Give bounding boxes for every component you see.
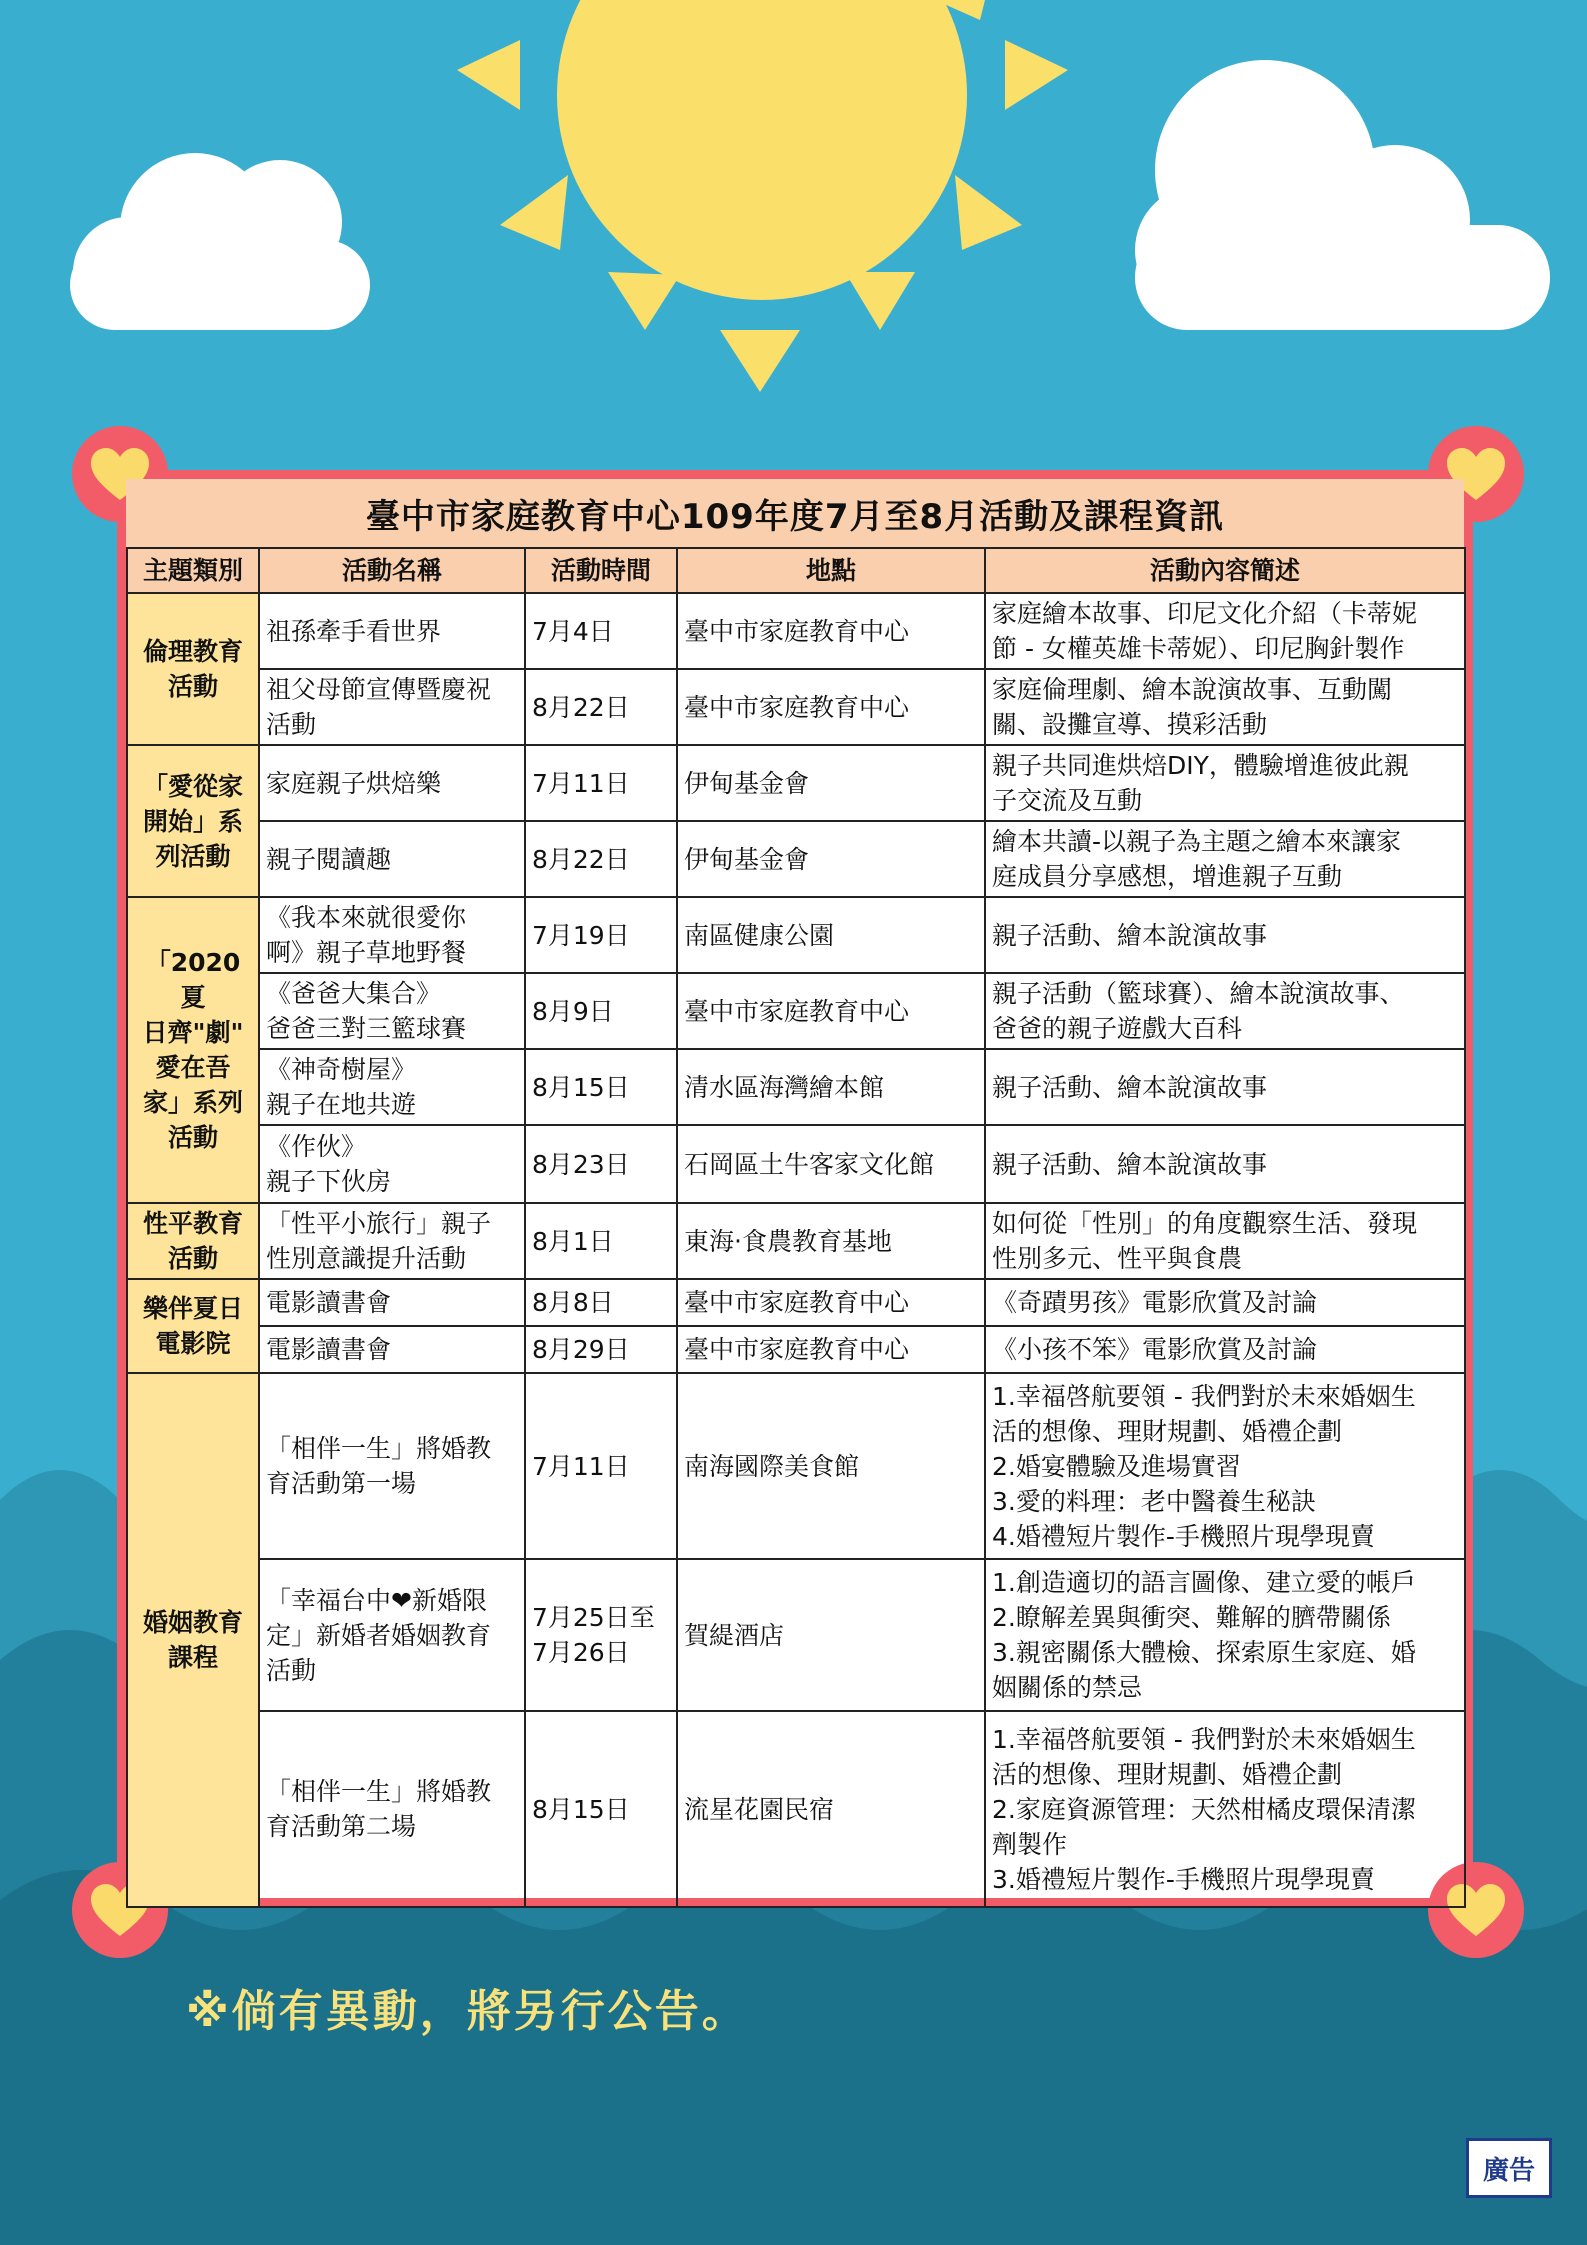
description-cell-line: 2.家庭資源管理：天然柑橘皮環保清潔	[992, 1794, 1416, 1824]
activity-name-cell	[259, 1049, 525, 1125]
table-body	[127, 593, 1465, 1907]
activity-name-cell-line: 親子在地共遊	[266, 1090, 417, 1119]
location-cell-line: 流星花園民宿	[684, 1794, 835, 1824]
activity-name-cell-line: 《神奇樹屋》	[266, 1055, 417, 1084]
table-header-row	[127, 548, 1465, 593]
activity-time-cell-line: 8月29日	[532, 1335, 630, 1364]
location-cell-line: 清水區海灣繪本館	[684, 1072, 885, 1102]
header-location: 地點	[677, 548, 985, 593]
category-cell-line: 日齊"劇"	[142, 1018, 244, 1047]
location-cell-line: 賀緹酒店	[684, 1620, 785, 1650]
header-description: 活動內容簡述	[985, 548, 1465, 593]
category-cell	[127, 897, 259, 1203]
activity-time-cell-line: 8月15日	[532, 1794, 630, 1824]
activity-time-cell	[525, 897, 677, 973]
category-cell-line: 活動	[167, 1244, 218, 1273]
description-cell	[985, 593, 1465, 669]
activity-time-cell	[525, 1125, 677, 1203]
description-cell-line: 性別多元、性平與食農	[992, 1244, 1243, 1273]
description-cell	[985, 669, 1465, 745]
location-cell	[677, 1559, 985, 1711]
description-cell-line: 姻關係的禁忌	[992, 1673, 1143, 1702]
category-cell-line: 倫理教育	[142, 637, 243, 666]
table-row	[127, 593, 1465, 669]
activity-time-cell-line: 7月11日	[532, 768, 630, 798]
activity-time-cell	[525, 593, 677, 669]
description-cell-line: 繪本共讀-以親子為主題之繪本來讓家	[992, 827, 1402, 856]
location-cell-line: 臺中市家庭教育中心	[684, 996, 910, 1026]
activity-name-cell-line: 爸爸三對三籃球賽	[266, 1014, 467, 1043]
table-row	[127, 745, 1465, 821]
description-cell-line: 親子活動、繪本說演故事	[992, 1072, 1268, 1102]
activity-name-cell-line: 活動	[266, 710, 317, 739]
activity-name-cell	[259, 1125, 525, 1203]
description-cell-line: 1.幸福啓航要領 - 我們對於未來婚姻生	[992, 1724, 1416, 1754]
activity-name-cell	[259, 1326, 525, 1373]
table-row	[127, 973, 1465, 1049]
description-cell-line: 2.婚宴體驗及進場實習	[992, 1451, 1241, 1481]
location-cell	[677, 1279, 985, 1326]
activity-time-cell	[525, 1279, 677, 1326]
description-cell-line: 活的想像、理財規劃、婚禮企劃	[992, 1416, 1343, 1446]
activity-name-cell-line: 「幸福台中❤新婚限	[266, 1585, 487, 1615]
location-cell-line: 伊甸基金會	[684, 768, 810, 798]
category-cell	[127, 593, 259, 745]
description-cell-line: 親子活動、繪本說演故事	[992, 1149, 1268, 1179]
table-row	[127, 1279, 1465, 1326]
location-cell-line: 臺中市家庭教育中心	[684, 616, 910, 646]
header-activity-time: 活動時間	[525, 548, 677, 593]
table-row	[127, 669, 1465, 745]
location-cell-line: 臺中市家庭教育中心	[684, 1335, 910, 1364]
category-cell-line: 愛在吾	[155, 1053, 231, 1082]
activity-time-cell-line: 8月22日	[532, 844, 630, 874]
description-cell	[985, 1711, 1465, 1907]
activity-time-cell	[525, 1049, 677, 1125]
header-category: 主題類別	[127, 548, 259, 593]
activity-name-cell	[259, 669, 525, 745]
description-cell-line: 劑製作	[992, 1829, 1068, 1859]
description-cell	[985, 1203, 1465, 1279]
activity-time-cell	[525, 669, 677, 745]
activity-name-cell	[259, 1559, 525, 1711]
category-cell-line: 活動	[167, 1123, 218, 1152]
activity-time-cell-line: 8月1日	[532, 1226, 614, 1256]
description-cell-line: 4.婚禮短片製作-手機照片現學現賣	[992, 1521, 1375, 1551]
category-cell-line: 樂伴夏日	[142, 1294, 243, 1323]
activity-name-cell-line: 育活動第二場	[266, 1812, 417, 1841]
location-cell	[677, 1125, 985, 1203]
location-cell-line: 南區健康公園	[684, 920, 835, 950]
description-cell	[985, 897, 1465, 973]
activity-name-cell-line: 《我本來就很愛你	[266, 903, 467, 932]
activity-time-cell-line: 7月4日	[532, 616, 614, 646]
description-cell-line: 爸爸的親子遊戲大百科	[992, 1014, 1243, 1043]
activity-time-cell-line: 8月15日	[532, 1072, 630, 1102]
location-cell	[677, 1373, 985, 1559]
activity-time-cell-line: 7月11日	[532, 1451, 630, 1481]
description-cell-line: 子交流及互動	[992, 786, 1143, 815]
location-cell-line: 南海國際美食館	[684, 1451, 860, 1481]
activity-time-cell	[525, 745, 677, 821]
activity-name-cell-line: 親子閱讀趣	[266, 844, 392, 874]
activity-time-cell	[525, 1326, 677, 1373]
activity-time-cell	[525, 1203, 677, 1279]
activity-name-cell	[259, 745, 525, 821]
description-cell	[985, 1279, 1465, 1326]
activity-name-cell-line: 「相伴一生」將婚教	[266, 1777, 492, 1806]
activity-name-cell	[259, 1373, 525, 1559]
location-cell	[677, 973, 985, 1049]
category-cell-line: 「2020夏	[145, 948, 241, 1012]
category-cell-line: 電影院	[155, 1329, 231, 1358]
location-cell-line: 東海‧食農教育基地	[684, 1226, 892, 1256]
description-cell-line: 家庭倫理劇、繪本說演故事、互動闖	[992, 675, 1393, 704]
table-row	[127, 1373, 1465, 1559]
activity-name-cell	[259, 973, 525, 1049]
activity-time-cell	[525, 973, 677, 1049]
category-cell-line: 列活動	[155, 841, 231, 871]
activity-name-cell	[259, 593, 525, 669]
activity-name-cell-line: 《作伙》	[266, 1132, 367, 1161]
description-cell-line: 如何從「性別」的角度觀察生活、發現	[992, 1209, 1418, 1238]
location-cell-line: 石岡區土牛客家文化館	[684, 1149, 935, 1179]
description-cell-line: 關、設攤宣導、摸彩活動	[992, 710, 1268, 739]
table-row	[127, 1711, 1465, 1907]
activity-table	[126, 547, 1466, 1908]
category-cell	[127, 1279, 259, 1373]
activity-time-cell-line: 8月9日	[532, 996, 614, 1026]
table-row	[127, 1203, 1465, 1279]
description-cell-line: 《小孩不笨》電影欣賞及討論	[992, 1335, 1318, 1364]
location-cell	[677, 1049, 985, 1125]
location-cell-line: 臺中市家庭教育中心	[684, 1288, 910, 1317]
activity-time-cell-line: 8月8日	[532, 1288, 614, 1317]
category-cell-line: 課程	[167, 1643, 218, 1672]
activity-name-cell-line: 祖父母節宣傳暨慶祝	[266, 675, 492, 704]
description-cell	[985, 973, 1465, 1049]
ad-label: 廣告	[1466, 2138, 1552, 2198]
description-cell-line: 1.創造適切的語言圖像、建立愛的帳戶	[992, 1568, 1416, 1597]
description-cell-line: 3.婚禮短片製作-手機照片現學現賣	[992, 1864, 1375, 1894]
activity-name-cell-line: 性別意識提升活動	[266, 1244, 467, 1273]
location-cell-line: 臺中市家庭教育中心	[684, 692, 910, 722]
location-cell	[677, 1203, 985, 1279]
table-row	[127, 897, 1465, 973]
table-row	[127, 1559, 1465, 1711]
table-row	[127, 1125, 1465, 1203]
description-cell-line: 1.幸福啓航要領 - 我們對於未來婚姻生	[992, 1381, 1416, 1411]
description-cell-line: 活的想像、理財規劃、婚禮企劃	[992, 1759, 1343, 1789]
activity-name-cell-line: 家庭親子烘焙樂	[266, 768, 442, 798]
description-cell-line: 親子活動、繪本說演故事	[992, 920, 1268, 950]
description-cell-line: 《奇蹟男孩》電影欣賞及討論	[992, 1288, 1318, 1317]
notice-text: ※倘有異動，將另行公告。	[186, 1986, 749, 2037]
description-cell	[985, 1559, 1465, 1711]
description-cell	[985, 1373, 1465, 1559]
activity-name-cell	[259, 821, 525, 897]
page-title: 臺中市家庭教育中心109年度7月至8月活動及課程資訊	[126, 479, 1464, 547]
category-cell-line: 活動	[167, 672, 218, 701]
activity-name-cell-line: 親子下伙房	[266, 1167, 392, 1196]
activity-name-cell-line: 育活動第一場	[266, 1469, 417, 1498]
header-activity-name: 活動名稱	[259, 548, 525, 593]
activity-time-cell	[525, 1559, 677, 1711]
activity-name-cell	[259, 897, 525, 973]
category-cell	[127, 1203, 259, 1279]
location-cell	[677, 593, 985, 669]
activity-name-cell-line: 啊》親子草地野餐	[266, 938, 467, 967]
location-cell	[677, 669, 985, 745]
category-cell	[127, 1373, 259, 1907]
description-cell	[985, 821, 1465, 897]
activity-name-cell-line: 《爸爸大集合》	[266, 979, 442, 1008]
description-cell-line: 節 - 女權英雄卡蒂妮）、印尼胸針製作	[992, 634, 1405, 663]
description-cell	[985, 745, 1465, 821]
category-cell	[127, 745, 259, 897]
activity-time-cell	[525, 821, 677, 897]
table-row	[127, 821, 1465, 897]
description-cell-line: 2.瞭解差異與衝突、難解的臍帶關係	[992, 1603, 1391, 1632]
activity-name-cell-line: 定」新婚者婚姻教育	[266, 1620, 492, 1650]
activity-name-cell-line: 祖孫牽手看世界	[266, 616, 442, 646]
category-cell-line: 開始」系	[142, 806, 243, 836]
location-cell	[677, 1711, 985, 1907]
activity-name-cell-line: 「相伴一生」將婚教	[266, 1434, 492, 1463]
category-cell-line: 「愛從家	[142, 771, 243, 801]
description-cell-line: 庭成員分享感想，增進親子互動	[992, 862, 1343, 891]
activity-time-cell-line: 7月19日	[532, 920, 630, 950]
activity-time-cell-line: 7月25日至	[532, 1603, 655, 1632]
activity-name-cell-line: 活動	[266, 1655, 317, 1685]
description-cell	[985, 1326, 1465, 1373]
category-cell-line: 家」系列	[142, 1088, 243, 1117]
activity-name-cell	[259, 1279, 525, 1326]
description-cell-line: 3.愛的料理：老中醫養生秘訣	[992, 1486, 1316, 1516]
activity-name-cell-line: 電影讀書會	[266, 1288, 392, 1317]
location-cell	[677, 821, 985, 897]
location-cell	[677, 897, 985, 973]
description-cell-line: 親子共同進烘焙DIY，體驗增進彼此親	[992, 751, 1409, 780]
category-cell-line: 性平教育	[142, 1209, 243, 1238]
description-cell	[985, 1125, 1465, 1203]
description-cell-line: 家庭繪本故事、印尼文化介紹（卡蒂妮	[992, 599, 1418, 628]
activity-name-cell-line: 「性平小旅行」親子	[266, 1209, 492, 1238]
description-cell	[985, 1049, 1465, 1125]
description-cell-line: 親子活動（籃球賽）、繪本說演故事、	[992, 979, 1405, 1008]
activity-time-cell	[525, 1711, 677, 1907]
activity-time-cell-line: 8月22日	[532, 692, 630, 722]
category-cell-line: 婚姻教育	[142, 1608, 243, 1637]
activity-time-cell-line: 8月23日	[532, 1149, 630, 1179]
location-cell	[677, 1326, 985, 1373]
activity-time-cell-line: 7月26日	[532, 1638, 630, 1667]
activity-name-cell	[259, 1711, 525, 1907]
activity-name-cell	[259, 1203, 525, 1279]
table-row	[127, 1326, 1465, 1373]
activity-time-cell	[525, 1373, 677, 1559]
location-cell-line: 伊甸基金會	[684, 844, 810, 874]
location-cell	[677, 745, 985, 821]
table-row	[127, 1049, 1465, 1125]
activity-name-cell-line: 電影讀書會	[266, 1335, 392, 1364]
description-cell-line: 3.親密關係大體檢、探索原生家庭、婚	[992, 1638, 1416, 1667]
